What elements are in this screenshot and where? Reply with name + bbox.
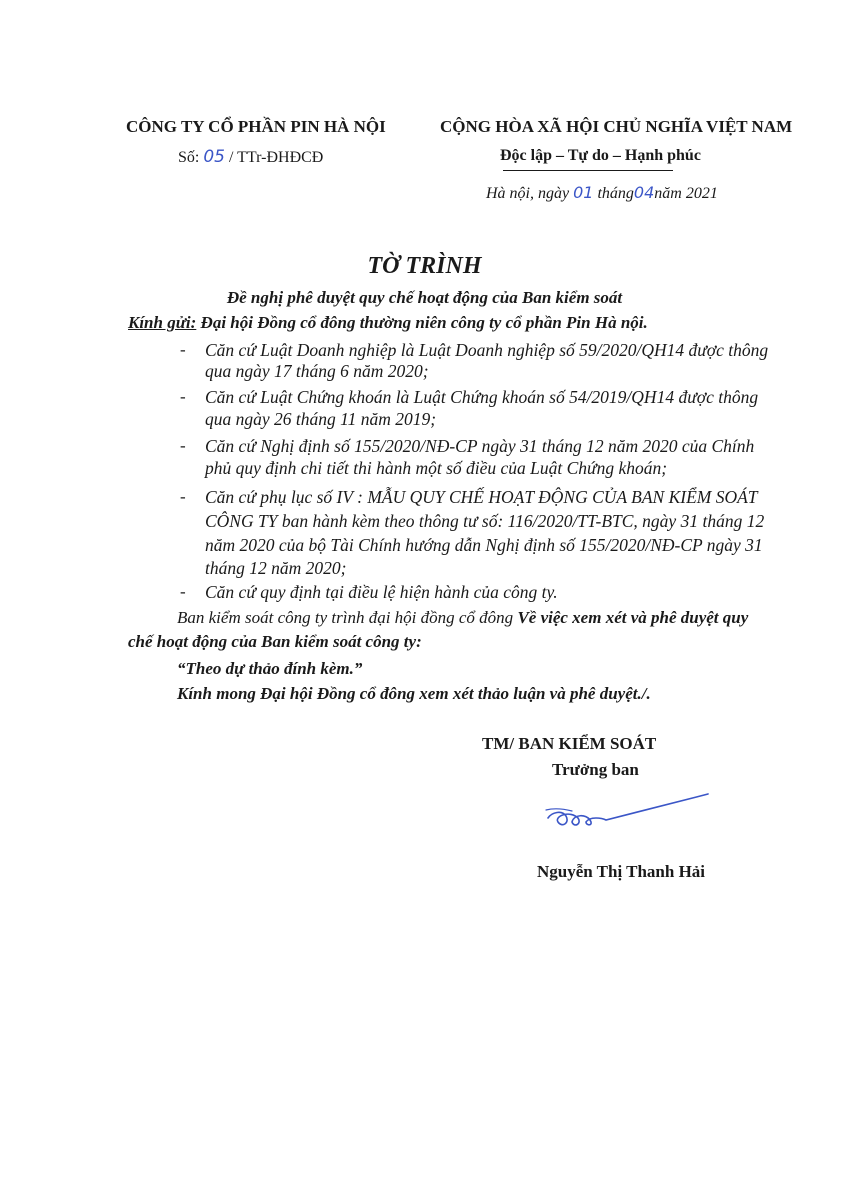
bullet-3-line-2: phủ quy định chi tiết thi hành một số điều của Luật Chứng khoán;	[205, 458, 668, 478]
signature-role: Trưởng ban	[552, 760, 639, 779]
bullet-1-line-1: Căn cứ Luật Doanh nghiệp là Luật Doanh nghiệp số 59/2020/QH14 được thông	[205, 340, 769, 360]
signature-org: TM/ BAN KIỂM SOÁT	[482, 734, 657, 753]
proposal-line-1	[177, 608, 748, 628]
proposal-bold-1: Về việc xem xét và phê duyệt quy	[517, 608, 749, 627]
signature-stroke	[548, 794, 708, 825]
document-title: TỜ TRÌNH	[367, 253, 482, 279]
date-month: 04	[633, 183, 655, 202]
company-name: CÔNG TY CỔ PHẦN PIN HÀ NỘI	[126, 117, 386, 136]
bullet-5-line-1: Căn cứ quy định tại điều lệ hiện hành của công ty.	[205, 582, 558, 602]
bullet-dash: -	[180, 387, 186, 406]
recipient-line	[128, 313, 648, 333]
bullet-4-line-1: Căn cứ phụ lục số IV : MẪU QUY CHẾ HOẠT ĐỘNG CỦA BAN KIỂM SOÁT	[205, 487, 758, 507]
bullet-dash: -	[180, 487, 186, 506]
signer-name: Nguyễn Thị Thanh Hải	[537, 862, 706, 881]
proposal-quote: “Theo dự thảo đính kèm.”	[177, 659, 363, 678]
number-prefix: Số:	[178, 149, 200, 166]
proposal-closing: Kính mong Đại hội Đồng cổ đông xem xét thảo luận và phê duyệt./.	[177, 684, 651, 703]
bullet-4-line-3: năm 2020 của bộ Tài Chính hướng dẫn Nghị định số 155/2020/NĐ-CP ngày 31	[205, 535, 763, 555]
document-number	[178, 147, 323, 167]
bullet-3-line-1: Căn cứ Nghị định số 155/2020/NĐ-CP ngày 31 tháng 12 năm 2020 của Chính	[205, 436, 755, 456]
date-day: 01	[573, 183, 594, 202]
document-subtitle: Đề nghị phê duyệt quy chế hoạt động của Ban kiểm soát	[226, 288, 623, 307]
bullet-dash: -	[180, 582, 186, 601]
number-suffix: / TTr-ĐHĐCĐ	[228, 149, 324, 166]
national-motto: Độc lập – Tự do – Hạnh phúc	[500, 147, 701, 164]
recipient-name: Đại hội Đồng cổ đông thường niên công ty cổ phần Pin Hà nội.	[200, 313, 648, 332]
document-date	[486, 183, 718, 203]
bullet-2-line-1: Căn cứ Luật Chứng khoán là Luật Chứng khoán số 54/2019/QH14 được thông	[205, 387, 759, 407]
bullet-dash: -	[180, 436, 186, 455]
bullet-4-line-2: CÔNG TY ban hành kèm theo thông tư số: 116/2020/TT-BTC, ngày 31 tháng 12	[205, 511, 765, 531]
date-year: năm 2021	[654, 185, 718, 202]
recipient-label: Kính gửi:	[128, 313, 197, 332]
date-prefix: Hà nội, ngày	[486, 185, 570, 202]
bullet-dash: -	[180, 340, 186, 359]
handwritten-signature	[540, 790, 720, 840]
proposal-intro: Ban kiểm soát công ty trình đại hội đồng cổ đông	[177, 608, 514, 627]
bullet-2-line-2: qua ngày 26 tháng 11 năm 2019;	[205, 409, 437, 429]
country-name: CỘNG HÒA XÃ HỘI CHỦ NGHĨA VIỆT NAM	[440, 117, 793, 136]
bullet-1-line-2: qua ngày 17 tháng 6 năm 2020;	[205, 361, 429, 381]
motto-underline	[503, 170, 673, 171]
date-month-label: tháng	[597, 185, 634, 202]
bullet-4-line-4: tháng 12 năm 2020;	[205, 558, 347, 578]
proposal-line-2: chế hoạt động của Ban kiểm soát công ty:	[128, 632, 422, 651]
signature-flourish	[546, 809, 572, 811]
number-handwritten: 05	[203, 147, 225, 167]
